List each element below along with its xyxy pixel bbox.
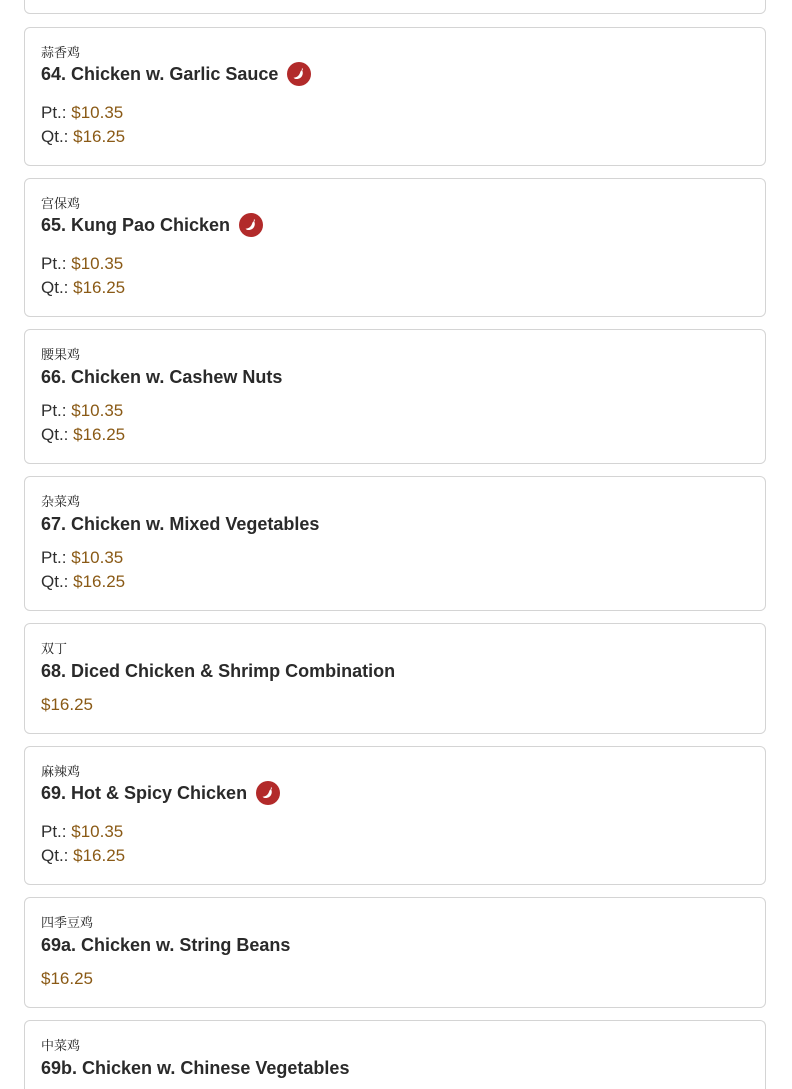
- price-value: $10.35: [71, 822, 124, 841]
- item-title: 69. Hot & Spicy Chicken: [41, 783, 248, 803]
- item-title-row: [41, 1057, 349, 1079]
- price-quart: [41, 425, 125, 445]
- menu-item-card[interactable]: [24, 1020, 766, 1089]
- price-label: Qt.:: [41, 572, 69, 591]
- price-value: $10.35: [71, 254, 124, 273]
- price-value: $16.25: [73, 278, 126, 297]
- price-quart: [41, 572, 125, 592]
- price-value: $10.35: [71, 401, 124, 420]
- item-title: 68. Diced Chicken & Shrimp Combination: [41, 661, 396, 681]
- item-title-row: [41, 781, 280, 805]
- item-chinese-name: 宫保鸡: [41, 197, 81, 212]
- menu-item-card[interactable]: [24, 623, 766, 734]
- price-single: [41, 695, 93, 715]
- menu-item-card[interactable]: [24, 897, 766, 1008]
- price-label: Pt.:: [41, 548, 67, 567]
- price-label: Pt.:: [41, 254, 67, 273]
- item-title-row: [41, 934, 290, 956]
- price-quart: [41, 127, 125, 147]
- price-pint: [41, 103, 123, 123]
- item-title-row: [41, 513, 319, 535]
- item-title: 65. Kung Pao Chicken: [41, 215, 231, 235]
- price-value: $16.25: [41, 969, 93, 988]
- item-title-row: [41, 366, 282, 388]
- price-pint: [41, 254, 123, 274]
- item-title-row: [41, 660, 395, 682]
- price-label: Qt.:: [41, 127, 69, 146]
- item-chinese-name: 麻辣鸡: [41, 765, 81, 780]
- item-title: 69b. Chicken w. Chinese Vegetables: [41, 1058, 350, 1078]
- price-value: $16.25: [73, 572, 126, 591]
- price-value: $10.35: [71, 548, 124, 567]
- price-quart: [41, 278, 125, 298]
- price-label: Qt.:: [41, 278, 69, 297]
- menu-item-card[interactable]: [24, 27, 766, 166]
- price-value: $16.25: [73, 846, 126, 865]
- menu-item-card[interactable]: [24, 178, 766, 317]
- price-label: Qt.:: [41, 846, 69, 865]
- price-pint: [41, 401, 123, 421]
- price-single: [41, 969, 93, 989]
- price-value: $10.35: [71, 103, 124, 122]
- price-value: $16.25: [73, 425, 126, 444]
- chili-pepper-icon: [239, 213, 263, 237]
- chili-pepper-icon: [287, 62, 311, 86]
- item-chinese-name: 腰果鸡: [41, 348, 81, 363]
- item-title: 66. Chicken w. Cashew Nuts: [41, 367, 283, 387]
- item-chinese-name: 四季豆鸡: [41, 916, 94, 931]
- price-label: Pt.:: [41, 822, 67, 841]
- menu-item-card[interactable]: [24, 329, 766, 464]
- item-title-row: [41, 213, 263, 237]
- price-quart: [41, 846, 125, 866]
- item-chinese-name: 双丁: [41, 642, 68, 657]
- item-title: 64. Chicken w. Garlic Sauce: [41, 64, 279, 84]
- price-value: $16.25: [73, 127, 126, 146]
- item-title: 67. Chicken w. Mixed Vegetables: [41, 514, 320, 534]
- price-label: Pt.:: [41, 103, 67, 122]
- item-title: 69a. Chicken w. String Beans: [41, 935, 291, 955]
- menu-item-card-previous[interactable]: [24, 0, 766, 14]
- item-chinese-name: 中菜鸡: [41, 1039, 81, 1054]
- item-title-row: [41, 62, 311, 86]
- price-pint: [41, 822, 123, 842]
- chili-pepper-icon: [256, 781, 280, 805]
- price-label: Pt.:: [41, 401, 67, 420]
- price-pint: [41, 548, 123, 568]
- menu-item-card[interactable]: [24, 746, 766, 885]
- price-label: Qt.:: [41, 425, 69, 444]
- item-chinese-name: 杂菜鸡: [41, 495, 81, 510]
- item-chinese-name: 蒜香鸡: [41, 46, 81, 61]
- price-value: $16.25: [41, 695, 93, 714]
- menu-item-card[interactable]: [24, 476, 766, 611]
